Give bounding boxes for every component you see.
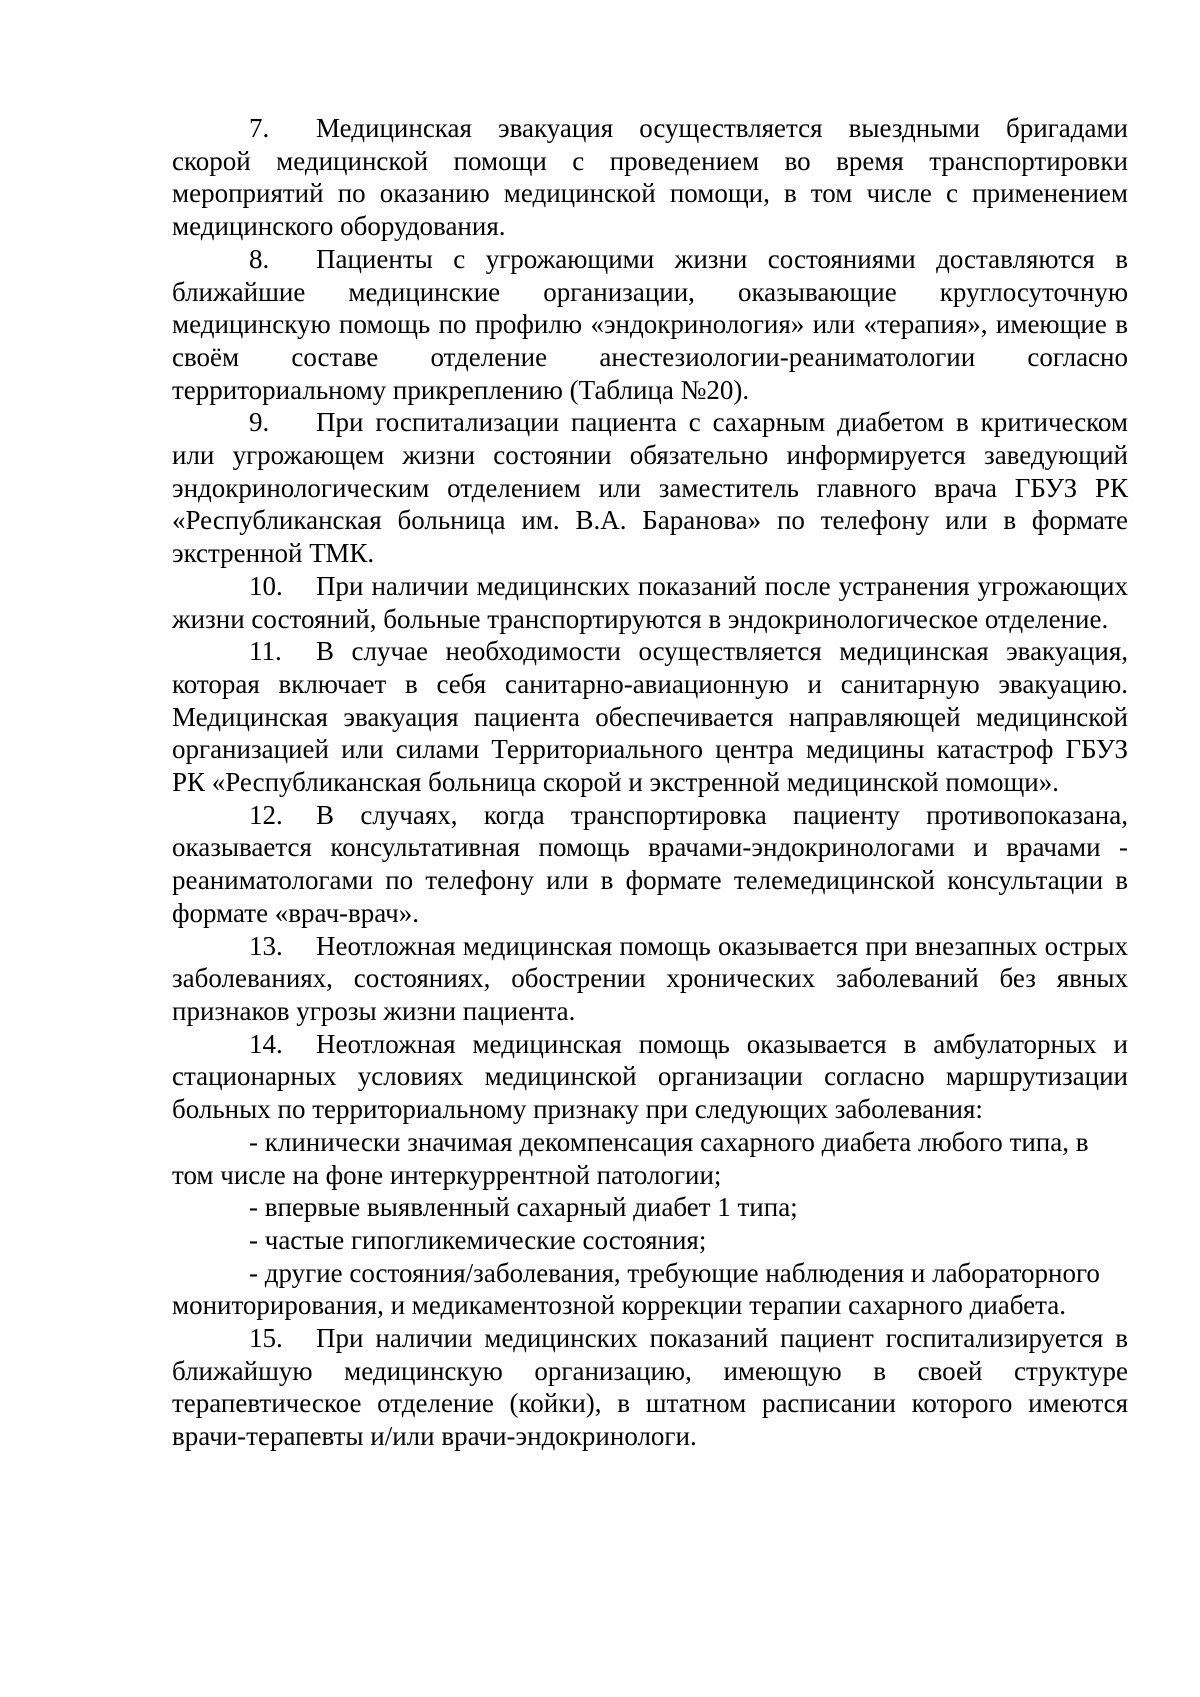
paragraph-text: Медицинская эвакуация осуществляется выездными бригадами скорой медицинской помощи с проведением во время транспортировки мероприятий по оказанию медицинской помощи, в том числе с применением медицинского оборудования. — [172, 113, 1128, 242]
list-item: - клинически значимая декомпенсация сахарного диабета любого типа, в том числе на фоне интеркуррентной патологии; — [172, 1126, 1089, 1190]
paragraph-7 — [172, 112, 1128, 243]
paragraph-text: В случаях, когда транспортировка пациенту противопоказана, оказывается консультативная помощь врачами-эндокринологами и врачами - реаниматологами по телефону или в формате телемедицинской консультации в формате «врач-врач». — [172, 799, 1128, 928]
paragraph-number: 12. — [249, 799, 283, 830]
list-item: - другие состояния/заболевания, требующие наблюдения и лабораторного мониторирования, и медикаментозной коррекции терапии сахарного диабета. — [172, 1257, 1100, 1321]
paragraph-text: Неотложная медицинская помощь оказывается при внезапных острых заболеваниях, состояниях, обострении хронических заболеваний без явных признаков угрозы жизни пациента. — [172, 930, 1128, 1026]
paragraph-text: Пациенты с угрожающими жизни состояниями доставляются в ближайшие медицинские организации, оказывающие круглосуточную медицинскую помощь по профилю «эндокринология» или «терапия», имеющие в своём составе отделение анестезиологии-реаниматологии согласно территориальному прикреплению (Таблица №20). — [172, 243, 1128, 405]
paragraph-13 — [172, 930, 1128, 1028]
paragraph-number: 15. — [249, 1323, 283, 1354]
document-body — [172, 112, 1128, 1453]
paragraph-number: 10. — [249, 570, 283, 601]
paragraph-9 — [172, 406, 1128, 570]
paragraph-text: Неотложная медицинская помощь оказывается в амбулаторных и стационарных условиях медицинской организации согласно маршрутизации больных по территориальному признаку при следующих заболевания: — [172, 1028, 1128, 1125]
paragraph-number: 13. — [249, 930, 283, 961]
paragraph-text: В случае необходимости осуществляется медицинская эвакуация, которая включает в себя санитарно-авиационную и санитарную эвакуацию. Медицинская эвакуация пациента обеспечивается направляющей медицинской организацией или силами Территориального центра медицины катастроф ГБУЗ РК «Республиканская больница скорой и экстренной медицинской помощи». — [172, 636, 1128, 798]
paragraph-12 — [172, 799, 1128, 930]
list-item: - впервые выявленный сахарный диабет 1 типа; — [249, 1192, 798, 1223]
paragraph-number: 7. — [249, 113, 270, 143]
paragraph-15 — [172, 1322, 1128, 1453]
paragraph-number: 9. — [249, 407, 270, 438]
paragraph-text: При наличии медицинских показаний после устранения угрожающих жизни состояний, больные транспортируются в эндокринологическое отделение. — [172, 570, 1128, 634]
paragraph-8 — [172, 243, 1128, 407]
paragraph-text: При наличии медицинских показаний пациент госпитализируется в ближайшую медицинскую организацию, имеющую в своей структуре терапевтическое отделение (койки), в штатном расписании которого имеются врачи-терапевты и/или врачи-эндокринологи. — [172, 1323, 1128, 1452]
paragraph-number: 14. — [249, 1028, 283, 1059]
paragraph-10 — [172, 570, 1128, 635]
paragraph-number: 11. — [249, 636, 282, 667]
paragraph-number: 8. — [249, 243, 270, 274]
paragraph-14 — [172, 1028, 1128, 1126]
list-item: - частые гипогликемические состояния; — [249, 1224, 707, 1255]
paragraph-11 — [172, 635, 1128, 799]
paragraph-text: При госпитализации пациента с сахарным диабетом в критическом или угрожающем жизни состоянии обязательно информируется заведующий эндокринологическим отделением или заместитель главного врача ГБУЗ РК «Республиканская больница им. В.А. Баранова» по телефону или в формате экстренной ТМК. — [172, 407, 1128, 569]
